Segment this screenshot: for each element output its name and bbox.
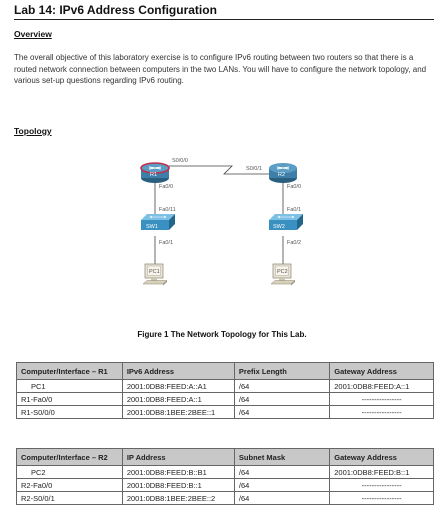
pc1-label: PC1 (149, 269, 160, 275)
table-cell: /64 (234, 380, 329, 393)
r1-address-table (16, 362, 434, 419)
table-cell: /64 (234, 466, 329, 479)
page-title: Lab 14: IPv6 Address Configuration (14, 3, 434, 20)
table-row (17, 393, 434, 406)
table-cell: 2001:0DB8:1BEE:2BEE::2 (122, 492, 234, 505)
table-header: Computer/Interface – R2 (17, 449, 123, 466)
table-row (17, 492, 434, 505)
table-cell: 2001:0DB8:FEED:A::1 (330, 380, 434, 393)
table-header: Gateway Address (330, 363, 434, 380)
sw2-label: SW2 (273, 224, 285, 230)
table-cell: 2001:0DB8:FEED:B::B1 (122, 466, 234, 479)
sw2-uplink-label: Fa0/1 (287, 207, 302, 213)
table-cell: PC1 (17, 380, 123, 393)
table-header: Computer/Interface – R1 (17, 363, 123, 380)
r2-serial-label: S0/0/1 (246, 166, 262, 172)
table-cell: 2001:0DB8:FEED:A::A1 (122, 380, 234, 393)
figure-caption: Figure 1 The Network Topology for This Lab. (137, 330, 307, 339)
table-cell: R1-S0/0/0 (17, 406, 123, 419)
table-row (17, 406, 434, 419)
table-row (17, 466, 434, 479)
table-cell: 2001:0DB8:FEED:A::1 (122, 393, 234, 406)
table-row (17, 380, 434, 393)
table-cell: R2-S0/0/1 (17, 492, 123, 505)
table-row (17, 479, 434, 492)
topology-heading: Topology (14, 126, 52, 136)
r2-address-table (16, 448, 434, 505)
overview-heading: Overview (14, 29, 52, 39)
table-cell: /64 (234, 393, 329, 406)
table-header-row (17, 363, 434, 380)
table-header: IPv6 Address (122, 363, 234, 380)
table-cell: R2-Fa0/0 (17, 479, 123, 492)
table-cell: ---------------- (330, 479, 434, 492)
table-cell: /64 (234, 406, 329, 419)
table-cell: 2001:0DB8:FEED:B::1 (122, 479, 234, 492)
table-cell: /64 (234, 492, 329, 505)
sw1-label: SW1 (146, 224, 158, 230)
overview-text: The overall objective of this laboratory exercise is to configure IPv6 routing between two routers so that there is a routed network connection between computers in the two LANs. You will have to configure the network topology, and various set-up questions regarding IPv6 routing. (14, 53, 427, 85)
r1-serial-label: S0/0/0 (172, 158, 188, 164)
table-cell: PC2 (17, 466, 123, 479)
r2-label: R2 (278, 172, 286, 178)
table-cell: ---------------- (330, 406, 434, 419)
table-cell: /64 (234, 479, 329, 492)
r1-label: R1 (150, 172, 158, 178)
table-cell: ---------------- (330, 492, 434, 505)
table-cell: 2001:0DB8:1BEE:2BEE::1 (122, 406, 234, 419)
sw1-uplink-label: Fa0/11 (159, 207, 176, 213)
table-header: Subnet Mask (234, 449, 329, 466)
r1-fa-label: Fa0/0 (159, 184, 174, 190)
pc2-label: PC2 (277, 269, 288, 275)
sw2-downlink-label: Fa0/2 (287, 240, 302, 246)
table-header-row (17, 449, 434, 466)
table-cell: 2001:0DB8:FEED:B::1 (330, 466, 434, 479)
table-cell: ---------------- (330, 393, 434, 406)
table-header: Gateway Address (330, 449, 434, 466)
table-cell: R1-Fa0/0 (17, 393, 123, 406)
sw1-downlink-label: Fa0/1 (159, 240, 174, 246)
table-header: Prefix Length (234, 363, 329, 380)
topology-diagram (0, 140, 444, 340)
r2-fa-label: Fa0/0 (287, 184, 302, 190)
table-header: IP Address (122, 449, 234, 466)
